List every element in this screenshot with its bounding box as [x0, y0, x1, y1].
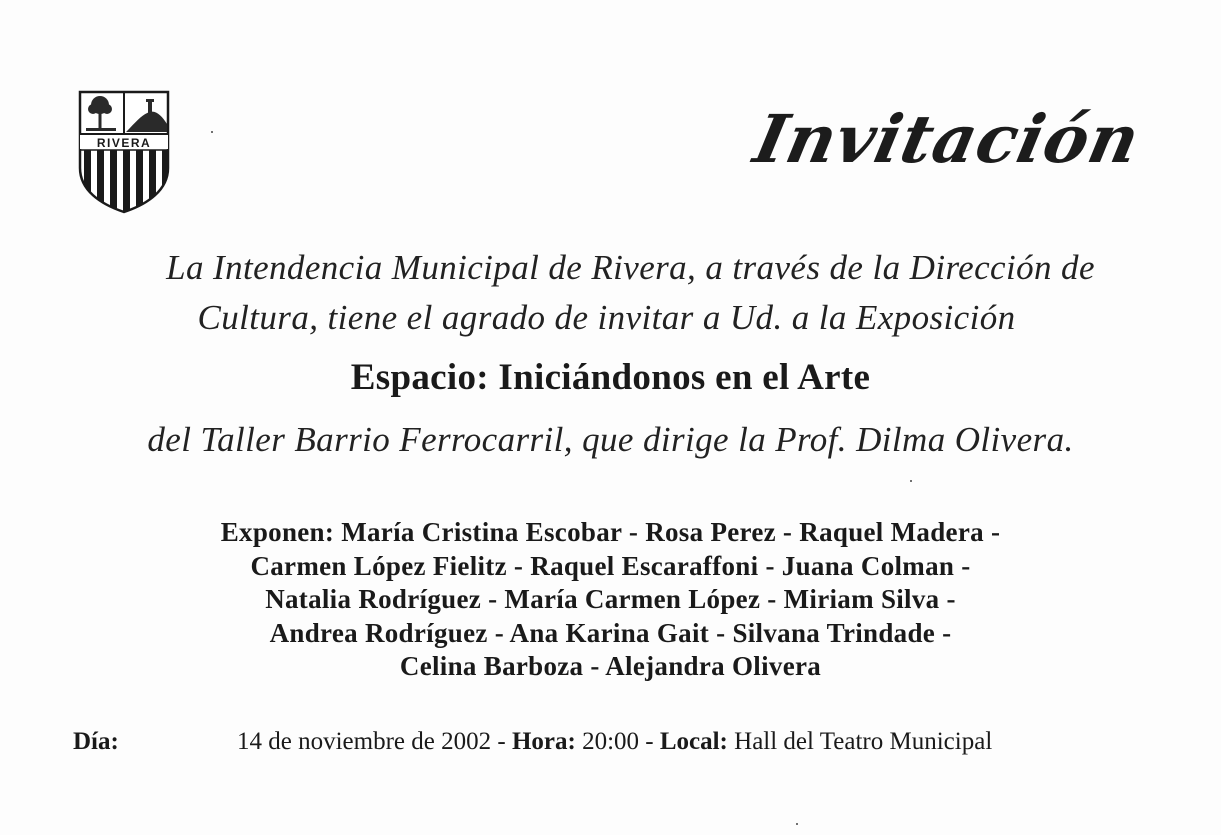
- event-details: [73, 728, 1153, 756]
- event-date: 14 de noviembre de 2002: [237, 728, 492, 755]
- scan-speck: [910, 480, 912, 482]
- rivera-coat-of-arms: [78, 90, 170, 214]
- exhibitors-line: Andrea Rodríguez - Ana Karina Gait - Silvana Trindade -: [269, 617, 952, 648]
- exhibitors-list: [20, 516, 1201, 684]
- invitation-title: Invitación: [747, 100, 1148, 178]
- scan-speck: [796, 823, 798, 825]
- intro-line-2: Cultura, tiene el agrado de invitar a Ud. a la Exposición: [197, 298, 1016, 337]
- exhibitors-line: Celina Barboza - Alejandra Olivera: [399, 651, 822, 681]
- time-label: Hora:: [511, 728, 576, 755]
- event-time: 20:00: [575, 728, 640, 755]
- exhibitors-line: Exponen: María Cristina Escobar - Rosa Perez - Raquel Madera -: [220, 517, 1001, 547]
- workshop-line: del Taller Barrio Ferrocarril, que dirige la Prof. Dilma Olivera.: [147, 420, 1074, 459]
- venue-label: Local:: [659, 728, 728, 755]
- intro-line-1: La Intendencia Municipal de Rivera, a través de la Dirección de: [166, 248, 1095, 287]
- event-title: Espacio: Iniciándonos en el Arte: [350, 357, 871, 398]
- scan-speck: [211, 131, 213, 133]
- day-label: Día:: [73, 728, 119, 755]
- crest-label: RIVERA: [96, 136, 152, 150]
- separator: -: [491, 728, 512, 755]
- exhibitors-line: Natalia Rodríguez - María Carmen López - Miriam Silva -: [265, 584, 956, 614]
- separator: -: [639, 728, 660, 755]
- event-venue: Hall del Teatro Municipal: [727, 728, 993, 755]
- exhibitors-line: Carmen López Fielitz - Raquel Escaraffoni - Juana Colman -: [250, 550, 971, 581]
